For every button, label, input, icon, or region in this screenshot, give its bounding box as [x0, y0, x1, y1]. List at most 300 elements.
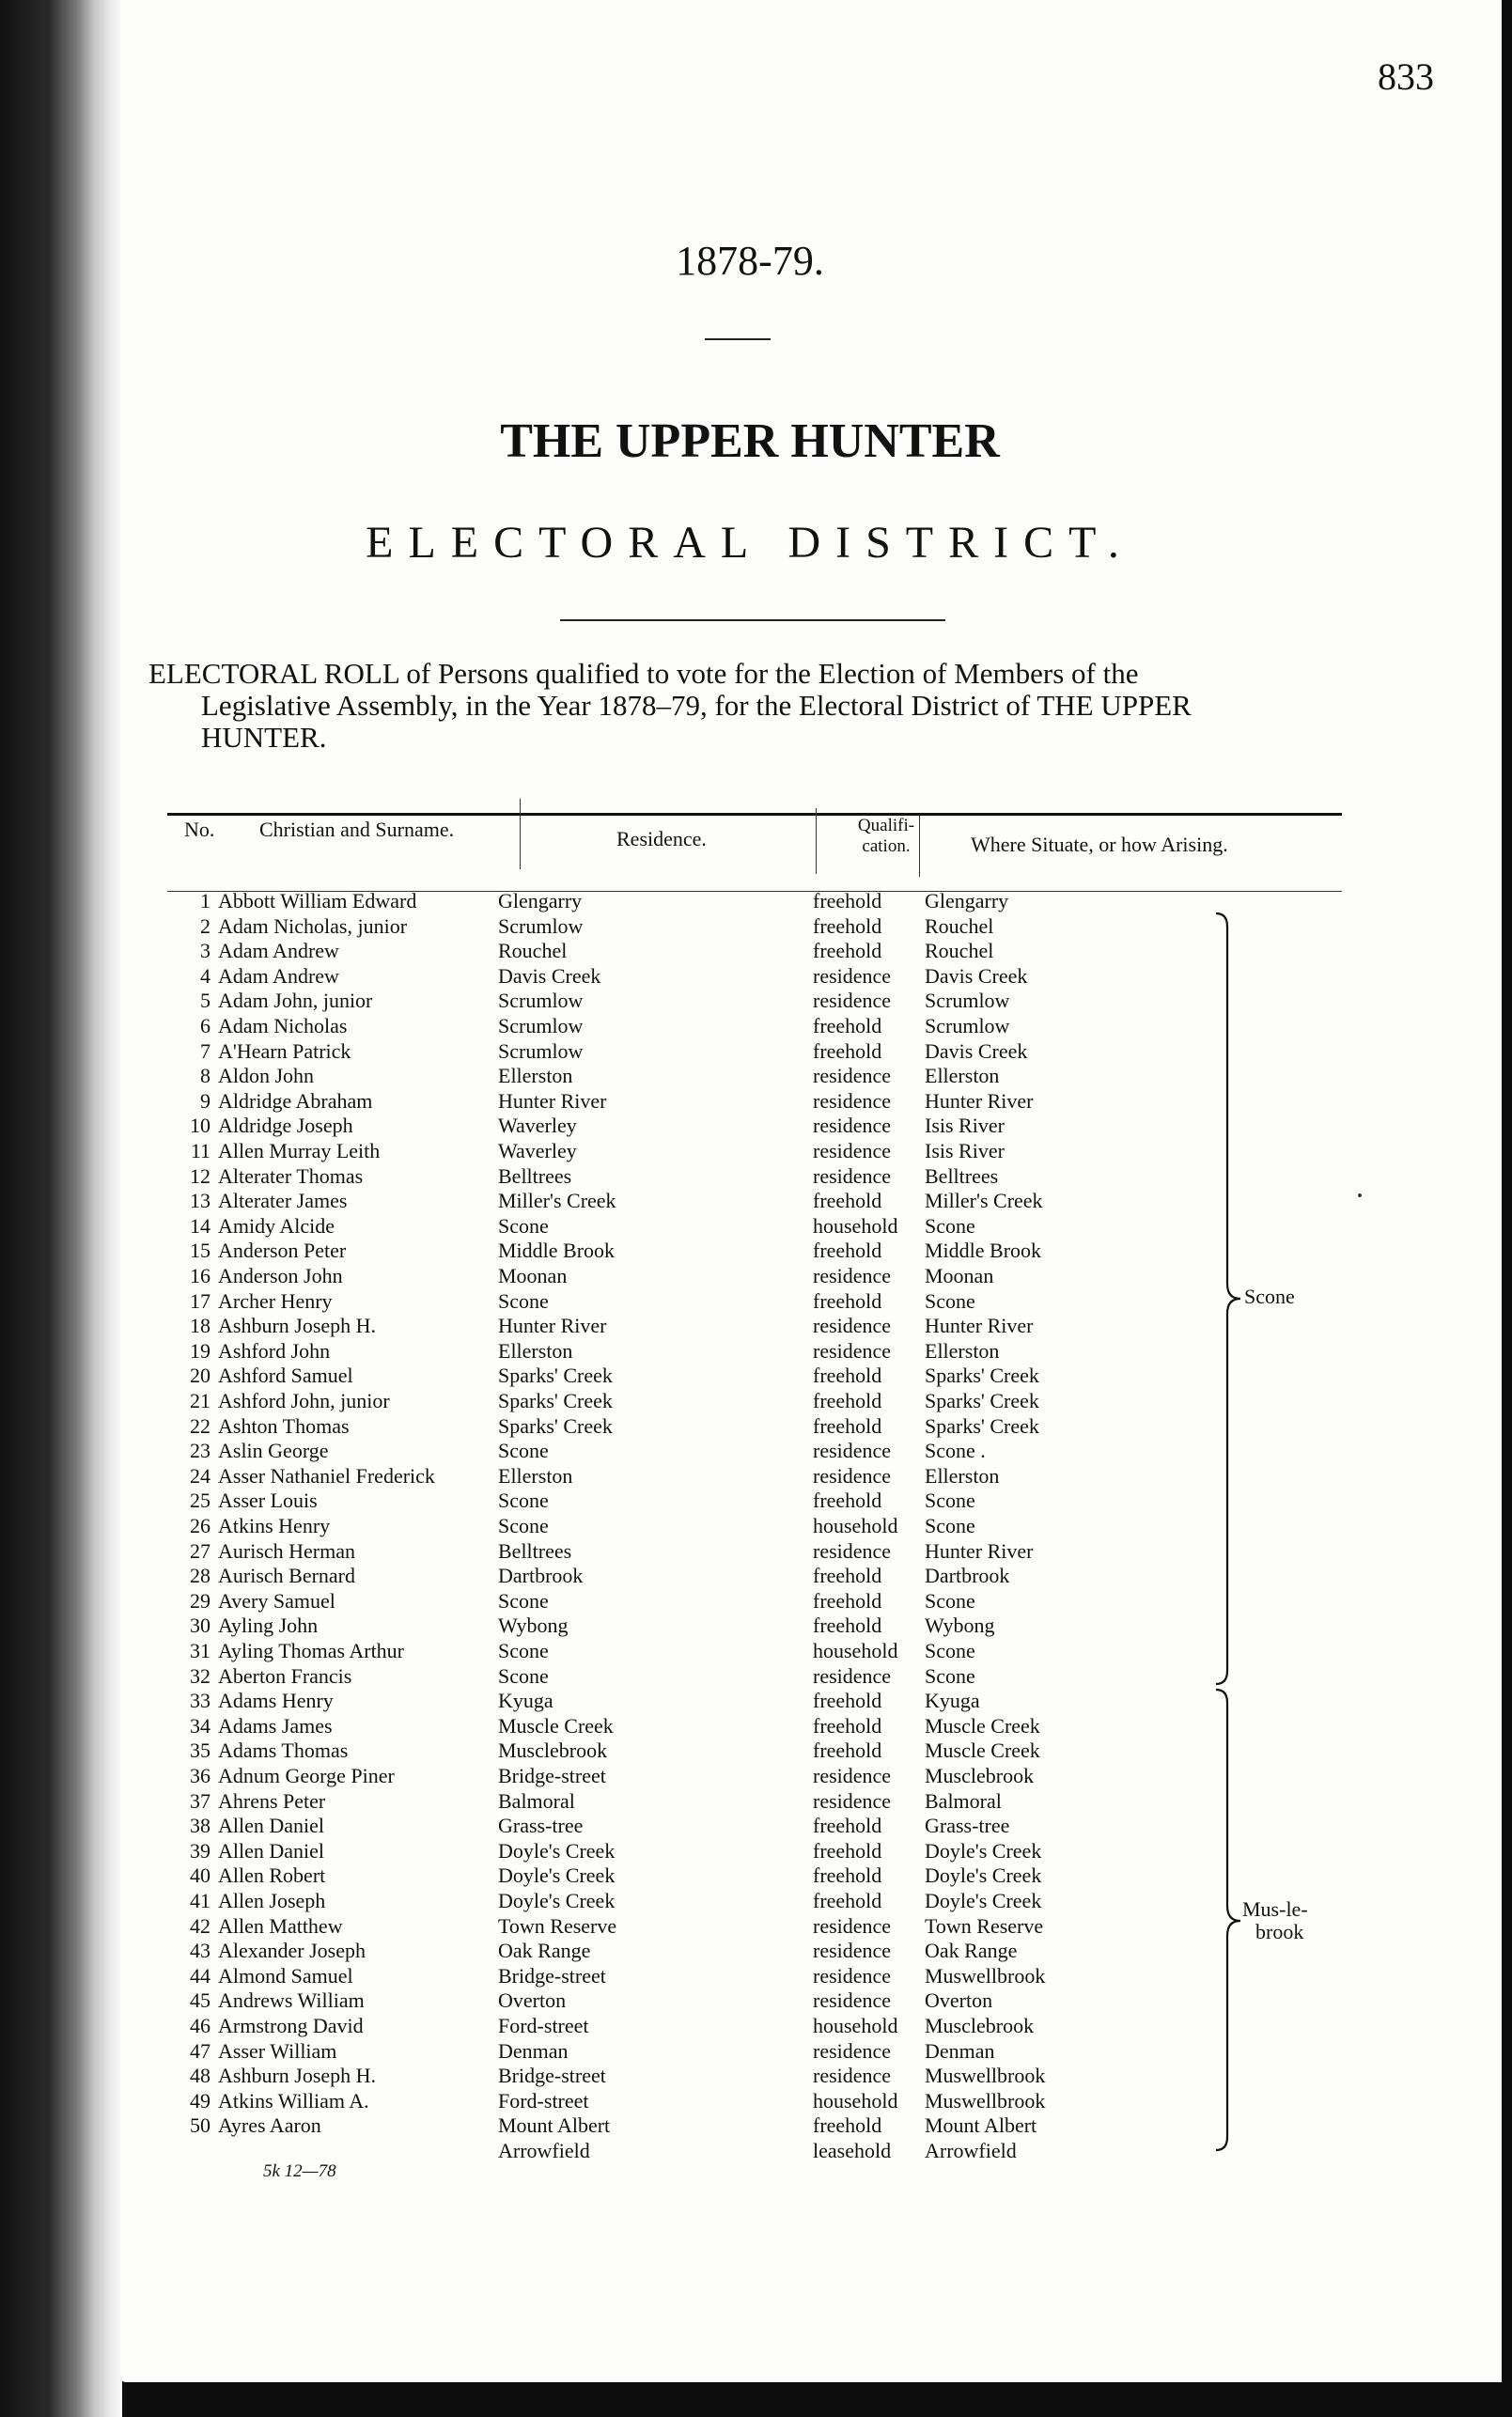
row-qualification: residence [813, 1988, 892, 2013]
table-row [120, 1814, 1342, 1838]
page-number: 833 [1378, 55, 1434, 98]
row-where: Isis River [925, 1139, 1005, 1162]
row-qualification: residence [813, 1538, 892, 1563]
row-where: Scone [925, 1489, 975, 1513]
row-number: 34 [190, 1713, 210, 1738]
row-residence: Doyle's Creek [498, 1838, 616, 1863]
row-number: 27 [190, 1538, 210, 1563]
row-number: 24 [190, 1463, 210, 1488]
row-qualification: residence [813, 1139, 892, 1162]
row-residence: Scone [498, 1639, 549, 1662]
long-rule [560, 619, 945, 621]
row-residence: Kyuga [498, 1689, 553, 1713]
row-number: 40 [190, 1863, 210, 1888]
row-name: Aurisch Bernard [218, 1564, 356, 1588]
table-row [120, 1664, 1342, 1689]
row-residence: Wybong [498, 1614, 569, 1638]
row-number: 36 [190, 1764, 210, 1787]
row-residence: Belltrees [498, 1538, 572, 1563]
row-residence: Glengarry [498, 889, 583, 912]
header-where: Where Situate, or how Arising. [971, 833, 1228, 856]
row-number: 48 [190, 2064, 210, 2088]
row-number: 20 [190, 1364, 210, 1388]
row-where: Davis Creek [925, 963, 1028, 988]
row-qualification: freehold [813, 1288, 882, 1313]
table-row [120, 1039, 1342, 1064]
intro-line-1: ELECTORAL ROLL of Persons qualified to vote for the Election of Members of the [148, 657, 1139, 690]
intro-line-2: Legislative Assembly, in the Year 1878–79, for the Electoral District of THE UPPER [201, 689, 1192, 722]
brace-label-muswellbrook-line-1: Mus-le- [1242, 1897, 1308, 1921]
row-name: Ayling John [218, 1614, 319, 1638]
row-name: Avery Samuel [218, 1588, 335, 1613]
row-qualification: freehold [813, 1739, 882, 1763]
row-number: 44 [190, 1963, 210, 1988]
row-residence: Davis Creek [498, 963, 601, 988]
table-row [120, 1239, 1342, 1263]
row-number: 30 [190, 1614, 210, 1638]
row-where: Rouchel [925, 913, 994, 938]
row-where: Ellerston [925, 1064, 1000, 1088]
row-name: Ashford Samuel [218, 1364, 353, 1388]
table-row [120, 1314, 1342, 1338]
table-row [120, 1364, 1342, 1388]
row-qualification: freehold [813, 1364, 882, 1388]
table-row [120, 1564, 1342, 1588]
row-residence: Middle Brook [498, 1239, 616, 1263]
header-residence: Residence. [616, 827, 707, 850]
row-qualification: freehold [813, 1413, 882, 1438]
table-row [120, 1064, 1342, 1088]
row-residence: Musclebrook [498, 1739, 608, 1763]
header-name: Christian and Surname. [259, 818, 455, 841]
row-number: 23 [190, 1439, 210, 1463]
row-residence: Scrumlow [498, 1014, 584, 1037]
row-where: Scrumlow [925, 1014, 1010, 1037]
row-where: Scone [925, 1514, 975, 1537]
row-qualification: freehold [813, 1713, 882, 1738]
table-row [120, 1414, 1342, 1439]
row-name: Ayres Aaron [218, 2113, 321, 2138]
ink-speck [1358, 1193, 1362, 1197]
row-where: Hunter River [925, 1314, 1034, 1338]
table-row [120, 1789, 1342, 1814]
table-row [120, 1914, 1342, 1939]
table-row [120, 964, 1342, 989]
row-number: 47 [190, 2038, 210, 2063]
row-where: Oak Range [925, 1939, 1018, 1963]
header-separator [520, 799, 521, 869]
book-binding-edge [0, 0, 122, 2417]
row-name: Adam Nicholas [218, 1014, 348, 1037]
row-name: A'Hearn Patrick [218, 1038, 351, 1063]
row-where: Hunter River [925, 1538, 1034, 1563]
row-residence: Grass-tree [498, 1814, 584, 1838]
row-name: Allen Matthew [218, 1913, 343, 1938]
table-row [120, 2064, 1342, 2088]
row-name: Adam John, junior [218, 989, 373, 1013]
table-row [120, 1714, 1342, 1739]
row-name: Ayling Thomas Arthur [218, 1639, 405, 1662]
row-where: Grass-tree [925, 1814, 1010, 1838]
table-row [120, 1339, 1342, 1364]
row-number: 41 [190, 1889, 210, 1912]
row-residence: Scone [498, 1514, 549, 1537]
row-name: Anderson Peter [218, 1239, 347, 1263]
row-number: 28 [190, 1564, 210, 1588]
row-name: Ashburn Joseph H. [218, 2064, 377, 2088]
row-where: Hunter River [925, 1088, 1034, 1113]
row-number: 13 [190, 1189, 210, 1213]
printer-code: 5k 12—78 [263, 2161, 336, 2181]
row-number: 2 [200, 913, 210, 938]
row-where: Kyuga [925, 1689, 980, 1713]
row-residence: Sparks' Creek [498, 1389, 613, 1412]
row-qualification: residence [813, 1163, 892, 1188]
row-where: Isis River [925, 1114, 1005, 1138]
row-number: 32 [190, 1663, 210, 1688]
row-number: 6 [200, 1014, 210, 1037]
row-number: 3 [200, 939, 210, 963]
row-residence: Bridge-street [498, 2064, 606, 2088]
row-where: Doyle's Creek [925, 1889, 1042, 1912]
row-number: 35 [190, 1739, 210, 1763]
row-where: Davis Creek [925, 1038, 1028, 1063]
header-separator [919, 816, 920, 877]
row-qualification: freehold [813, 1038, 882, 1063]
year-title: 1878-79. [676, 238, 824, 284]
row-name: Anderson John [218, 1264, 343, 1287]
row-where: Sparks' Creek [925, 1389, 1039, 1412]
row-name: Alterater Thomas [218, 1163, 364, 1188]
row-residence: Sparks' Creek [498, 1413, 613, 1438]
row-name: Armstrong David [218, 2014, 364, 2037]
row-number: 17 [190, 1288, 210, 1313]
row-number: 11 [190, 1139, 210, 1162]
row-number: 12 [190, 1163, 210, 1188]
row-qualification: household [813, 1213, 898, 1238]
row-number: 43 [190, 1939, 210, 1963]
row-residence: Arrowfield [498, 2139, 590, 2162]
row-residence: Ford-street [498, 2088, 589, 2113]
row-where: Town Reserve [925, 1913, 1044, 1938]
row-qualification: residence [813, 1264, 892, 1287]
row-residence: Ellerston [498, 1338, 573, 1363]
row-number: 10 [190, 1114, 210, 1138]
header-qualification [830, 816, 943, 857]
row-qualification: residence [813, 2038, 892, 2063]
row-qualification: freehold [813, 1838, 882, 1863]
row-qualification: freehold [813, 1814, 882, 1838]
row-residence: Scrumlow [498, 989, 584, 1013]
row-qualification: household [813, 1514, 898, 1537]
row-qualification: freehold [813, 1889, 882, 1912]
row-name: Atkins Henry [218, 1514, 331, 1537]
row-qualification: residence [813, 1963, 892, 1988]
row-where: Doyle's Creek [925, 1838, 1042, 1863]
row-residence: Hunter River [498, 1088, 607, 1113]
row-where: Scone [925, 1288, 975, 1313]
table-top-rule [167, 813, 1342, 816]
row-name: Adams James [218, 1713, 333, 1738]
table-row [120, 1189, 1342, 1213]
row-name: Allen Murray Leith [218, 1139, 381, 1162]
row-qualification: residence [813, 1788, 892, 1813]
row-name: Alexander Joseph [218, 1939, 366, 1963]
row-where: Musclebrook [925, 1764, 1035, 1787]
row-where: Sparks' Creek [925, 1413, 1039, 1438]
header-qualification-line-1: Qualifi- [857, 816, 915, 835]
row-number: 45 [190, 1988, 210, 2013]
table-row [120, 1089, 1342, 1114]
row-number: 22 [190, 1413, 210, 1438]
row-qualification: freehold [813, 1863, 882, 1888]
row-number: 46 [190, 2014, 210, 2037]
row-name: Allen Robert [218, 1863, 326, 1888]
row-name: Ashton Thomas [218, 1413, 350, 1438]
row-number: 8 [200, 1064, 210, 1088]
row-residence: Scone [498, 1213, 549, 1238]
row-number: 31 [190, 1639, 210, 1662]
row-residence: Waverley [498, 1139, 577, 1162]
row-name: Allen Joseph [218, 1889, 326, 1912]
row-qualification: household [813, 2088, 898, 2113]
row-residence: Doyle's Creek [498, 1889, 616, 1912]
row-qualification: freehold [813, 1689, 882, 1713]
row-where: Overton [925, 1988, 993, 2013]
table-row [120, 1539, 1342, 1564]
row-name: Adams Thomas [218, 1739, 349, 1763]
row-name: Adnum George Piner [218, 1764, 395, 1787]
row-name: Ahrens Peter [218, 1788, 326, 1813]
row-name: Aslin George [218, 1439, 329, 1463]
row-number: 50 [190, 2113, 210, 2138]
row-residence: Scrumlow [498, 1038, 584, 1063]
row-qualification: residence [813, 1463, 892, 1488]
row-where: Muswellbrook [925, 2088, 1046, 2113]
row-name: Aldridge Abraham [218, 1088, 373, 1113]
row-name: Almond Samuel [218, 1963, 353, 1988]
row-where: Muswellbrook [925, 1963, 1046, 1988]
table-row [120, 914, 1342, 939]
short-rule [705, 338, 771, 340]
row-number: 19 [190, 1338, 210, 1363]
row-name: Ashburn Joseph H. [218, 1314, 377, 1338]
row-where: Denman [925, 2038, 995, 2063]
row-number: 42 [190, 1913, 210, 1938]
row-name: Andrews William [218, 1988, 365, 2013]
row-name: Ashford John, junior [218, 1389, 390, 1412]
brace-label-muswellbrook [1242, 1898, 1308, 1943]
row-name: Aldon John [218, 1064, 315, 1088]
row-name: Asser Nathaniel Frederick [218, 1463, 435, 1488]
row-where: Miller's Creek [925, 1189, 1043, 1213]
district-title: THE UPPER HUNTER [500, 414, 1000, 468]
row-qualification: residence [813, 963, 892, 988]
intro-line-3: HUNTER. [201, 721, 327, 754]
row-residence: Balmoral [498, 1788, 575, 1813]
row-qualification: freehold [813, 1239, 882, 1263]
row-name: Allen Daniel [218, 1838, 325, 1863]
row-name: Archer Henry [218, 1288, 333, 1313]
row-name: Aurisch Herman [218, 1538, 356, 1563]
row-where: Rouchel [925, 939, 994, 963]
row-qualification: freehold [813, 913, 882, 938]
row-name: Amidy Alcide [218, 1213, 335, 1238]
table-row [120, 1739, 1342, 1763]
row-name: Asser Louis [218, 1489, 318, 1513]
row-number: 16 [190, 1264, 210, 1287]
table-row [120, 1589, 1342, 1614]
row-residence: Bridge-street [498, 1764, 606, 1787]
row-residence: Dartbrook [498, 1564, 584, 1588]
row-number: 4 [200, 963, 210, 988]
row-qualification: freehold [813, 939, 882, 963]
row-qualification: residence [813, 1764, 892, 1787]
row-number: 1 [200, 889, 210, 912]
table-row [120, 1764, 1342, 1788]
row-residence: Ford-street [498, 2014, 589, 2037]
row-where: Scone . [925, 1439, 986, 1463]
table-row [120, 1114, 1342, 1138]
row-qualification: residence [813, 2064, 892, 2088]
row-residence: Moonan [498, 1264, 568, 1287]
row-number: 37 [190, 1788, 210, 1813]
row-residence: Bridge-street [498, 1963, 606, 1988]
row-where: Wybong [925, 1614, 995, 1638]
row-residence: Town Reserve [498, 1913, 617, 1938]
document-page [120, 0, 1502, 2382]
row-number: 29 [190, 1588, 210, 1613]
brace-label-scone: Scone [1244, 1285, 1295, 1308]
table-row [120, 1289, 1342, 1314]
row-name: Adam Nicholas, junior [218, 913, 408, 938]
row-qualification: residence [813, 989, 892, 1013]
row-qualification: household [813, 1639, 898, 1662]
row-residence: Scone [498, 1588, 549, 1613]
row-where: Doyle's Creek [925, 1863, 1042, 1888]
row-residence: Scrumlow [498, 913, 584, 938]
header-qualification-line-2: cation. [862, 836, 911, 856]
table-row [120, 1964, 1342, 1988]
row-qualification: freehold [813, 1014, 882, 1037]
row-residence: Rouchel [498, 939, 568, 963]
table-row [120, 1439, 1342, 1463]
header-separator [816, 808, 817, 874]
row-where: Moonan [925, 1264, 994, 1287]
table-row [120, 2089, 1342, 2113]
row-name: Adams Henry [218, 1689, 334, 1713]
row-where: Scone [925, 1588, 975, 1613]
row-number: 25 [190, 1489, 210, 1513]
row-name: Ashford John [218, 1338, 331, 1363]
row-where: Scone [925, 1213, 975, 1238]
table-row [120, 1939, 1342, 1963]
table-row [120, 1214, 1342, 1239]
row-residence: Ellerston [498, 1064, 573, 1088]
table-row [120, 1839, 1342, 1863]
row-name: Allen Daniel [218, 1814, 325, 1838]
row-where: Balmoral [925, 1788, 1002, 1813]
row-qualification: freehold [813, 1389, 882, 1412]
row-qualification: freehold [813, 889, 882, 912]
row-residence: Overton [498, 1988, 567, 2013]
row-where: Scone [925, 1663, 975, 1688]
row-residence: Muscle Creek [498, 1713, 614, 1738]
row-qualification: freehold [813, 1189, 882, 1213]
row-number: 5 [200, 989, 210, 1013]
row-where: Sparks' Creek [925, 1364, 1039, 1388]
row-where: Middle Brook [925, 1239, 1042, 1263]
row-number: 38 [190, 1814, 210, 1838]
row-qualification: residence [813, 1064, 892, 1088]
table-row [120, 1988, 1342, 2013]
row-qualification: residence [813, 1939, 892, 1963]
row-number: 33 [190, 1689, 210, 1713]
row-qualification: residence [813, 1088, 892, 1113]
table-row [120, 1464, 1342, 1489]
row-number: 15 [190, 1239, 210, 1263]
row-where: Ellerston [925, 1463, 1000, 1488]
table-row [120, 1389, 1342, 1413]
row-residence: Belltrees [498, 1163, 572, 1188]
row-residence: Doyle's Creek [498, 1863, 616, 1888]
row-number: 14 [190, 1213, 210, 1238]
row-residence: Sparks' Creek [498, 1364, 613, 1388]
brace-label-muswellbrook-line-2: brook [1255, 1920, 1304, 1943]
row-where: Musclebrook [925, 2014, 1035, 2037]
row-where: Muswellbrook [925, 2064, 1046, 2088]
table-row [120, 1264, 1342, 1288]
row-qualification: freehold [813, 1588, 882, 1613]
table-row [120, 1014, 1342, 1038]
table-row [120, 1639, 1342, 1663]
row-qualification: freehold [813, 2113, 882, 2138]
table-row [120, 889, 1342, 913]
table-row [120, 1139, 1342, 1163]
row-residence: Scone [498, 1288, 549, 1313]
row-where: Arrowfield [925, 2139, 1017, 2162]
row-where: Muscle Creek [925, 1739, 1040, 1763]
row-residence: Miller's Creek [498, 1189, 616, 1213]
row-residence: Scone [498, 1663, 549, 1688]
row-where: Mount Albert [925, 2113, 1037, 2138]
row-qualification: household [813, 2014, 898, 2037]
row-number: 49 [190, 2088, 210, 2113]
row-where: Scrumlow [925, 989, 1010, 1013]
row-name: Aberton Francis [218, 1663, 352, 1688]
row-residence: Mount Albert [498, 2113, 611, 2138]
row-qualification: residence [813, 1439, 892, 1463]
row-name: Abbott William Edward [218, 889, 417, 912]
row-where: Dartbrook [925, 1564, 1010, 1588]
table-row [120, 2014, 1342, 2038]
table-row [120, 2039, 1342, 2064]
row-qualification: freehold [813, 1489, 882, 1513]
row-number: 9 [200, 1088, 210, 1113]
row-residence: Scone [498, 1489, 549, 1513]
row-residence: Denman [498, 2038, 569, 2063]
row-name: Asser William [218, 2038, 337, 2063]
row-number: 26 [190, 1514, 210, 1537]
row-residence: Waverley [498, 1114, 577, 1138]
row-number: 18 [190, 1314, 210, 1338]
row-number: 21 [190, 1389, 210, 1412]
table-row [120, 939, 1342, 963]
table-row [120, 1614, 1342, 1638]
district-subtitle: ELECTORAL DISTRICT. [366, 518, 1134, 568]
row-where: Ellerston [925, 1338, 1000, 1363]
table-row [120, 1514, 1342, 1538]
